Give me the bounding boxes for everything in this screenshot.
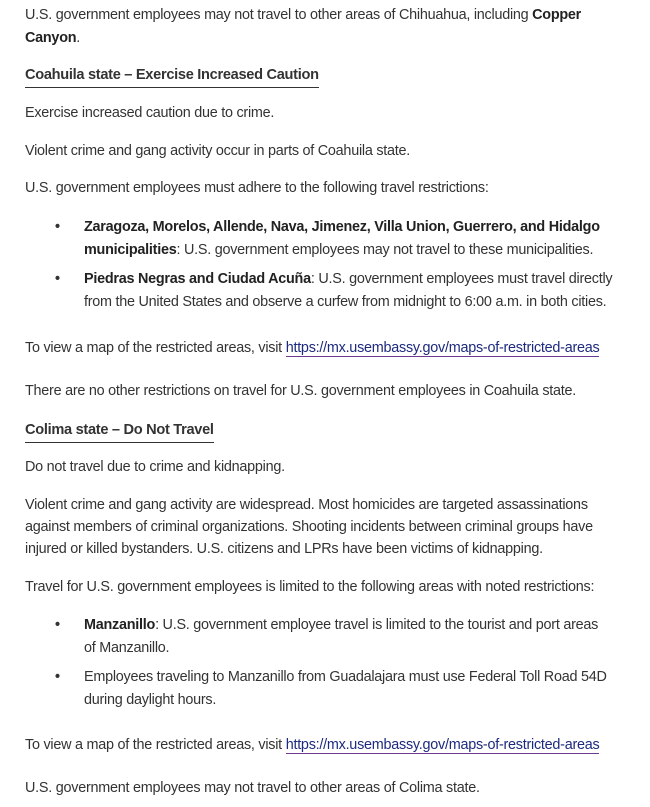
coahuila-paragraph-crime: Exercise increased caution due to crime. <box>25 105 275 121</box>
colima-heading: Colima state – Do Not Travel <box>25 419 214 443</box>
bullet-icon: • <box>55 669 60 685</box>
bullet-icon: • <box>55 271 60 287</box>
colima-bullet-toll-road: • Employees traveling to Manzanillo from Guadalajara must use Federal Toll Road 54D during daylight hours. <box>68 666 607 711</box>
coahuila-paragraph-gang: Violent crime and gang activity occur in parts of Coahuila state. <box>25 143 411 159</box>
bullet-icon: • <box>55 617 60 633</box>
chihuahua-paragraph-line2: Canyon. <box>25 30 81 46</box>
coahuila-paragraph-no-other: There are no other restrictions on travel for U.S. government employees in Coahuila state. <box>25 383 577 399</box>
colima-paragraph-crime: Do not travel due to crime and kidnapping. <box>25 459 285 475</box>
colima-map-paragraph: To view a map of the restricted areas, visit https://mx.usembassy.gov/maps-of-restricted-areas <box>25 737 600 753</box>
coahuila-paragraph-restrictions: U.S. government employees must adhere to the following travel restrictions: <box>25 180 489 196</box>
colima-paragraph-limited: Travel for U.S. government employees is limited to the following areas with noted restrictions: <box>25 579 595 595</box>
coahuila-bullet-piedras-negras: • Piedras Negras and Ciudad Acuña: U.S. government employees must travel directly from the United States and observe a curfew from midnight to 6:00 a.m. in both cities. <box>68 268 612 313</box>
coahuila-heading: Coahuila state – Exercise Increased Caution <box>25 64 319 88</box>
bullet-icon: • <box>55 219 60 235</box>
chihuahua-paragraph-line1: U.S. government employees may not travel to other areas of Chihuahua, including Copper <box>25 7 582 23</box>
colima-bullet-manzanillo: • Manzanillo: U.S. government employee travel is limited to the tourist and port areas of Manzanillo. <box>68 614 598 659</box>
colima-paragraph-violence-line2: against members of criminal organizations. Shooting incidents between criminal groups have <box>25 519 593 535</box>
colima-paragraph-no-other: U.S. government employees may not travel to other areas of Colima state. <box>25 780 480 796</box>
coahuila-map-link[interactable]: https://mx.usembassy.gov/maps-of-restricted-areas <box>285 340 600 356</box>
coahuila-bullet-municipalities: • Zaragoza, Morelos, Allende, Nava, Jimenez, Villa Union, Guerrero, and Hidalgo municipalities: U.S. government employees may not travel to these municipalities. <box>68 216 600 261</box>
coahuila-map-paragraph: To view a map of the restricted areas, visit https://mx.usembassy.gov/maps-of-restricted-areas <box>25 340 600 356</box>
colima-paragraph-violence-line3: injured or killed bystanders. U.S. citizens and LPRs have been victims of kidnapping. <box>25 541 543 557</box>
colima-paragraph-violence-line1: Violent crime and gang activity are widespread. Most homicides are targeted assassinations <box>25 497 588 513</box>
colima-map-link[interactable]: https://mx.usembassy.gov/maps-of-restricted-areas <box>285 737 600 753</box>
